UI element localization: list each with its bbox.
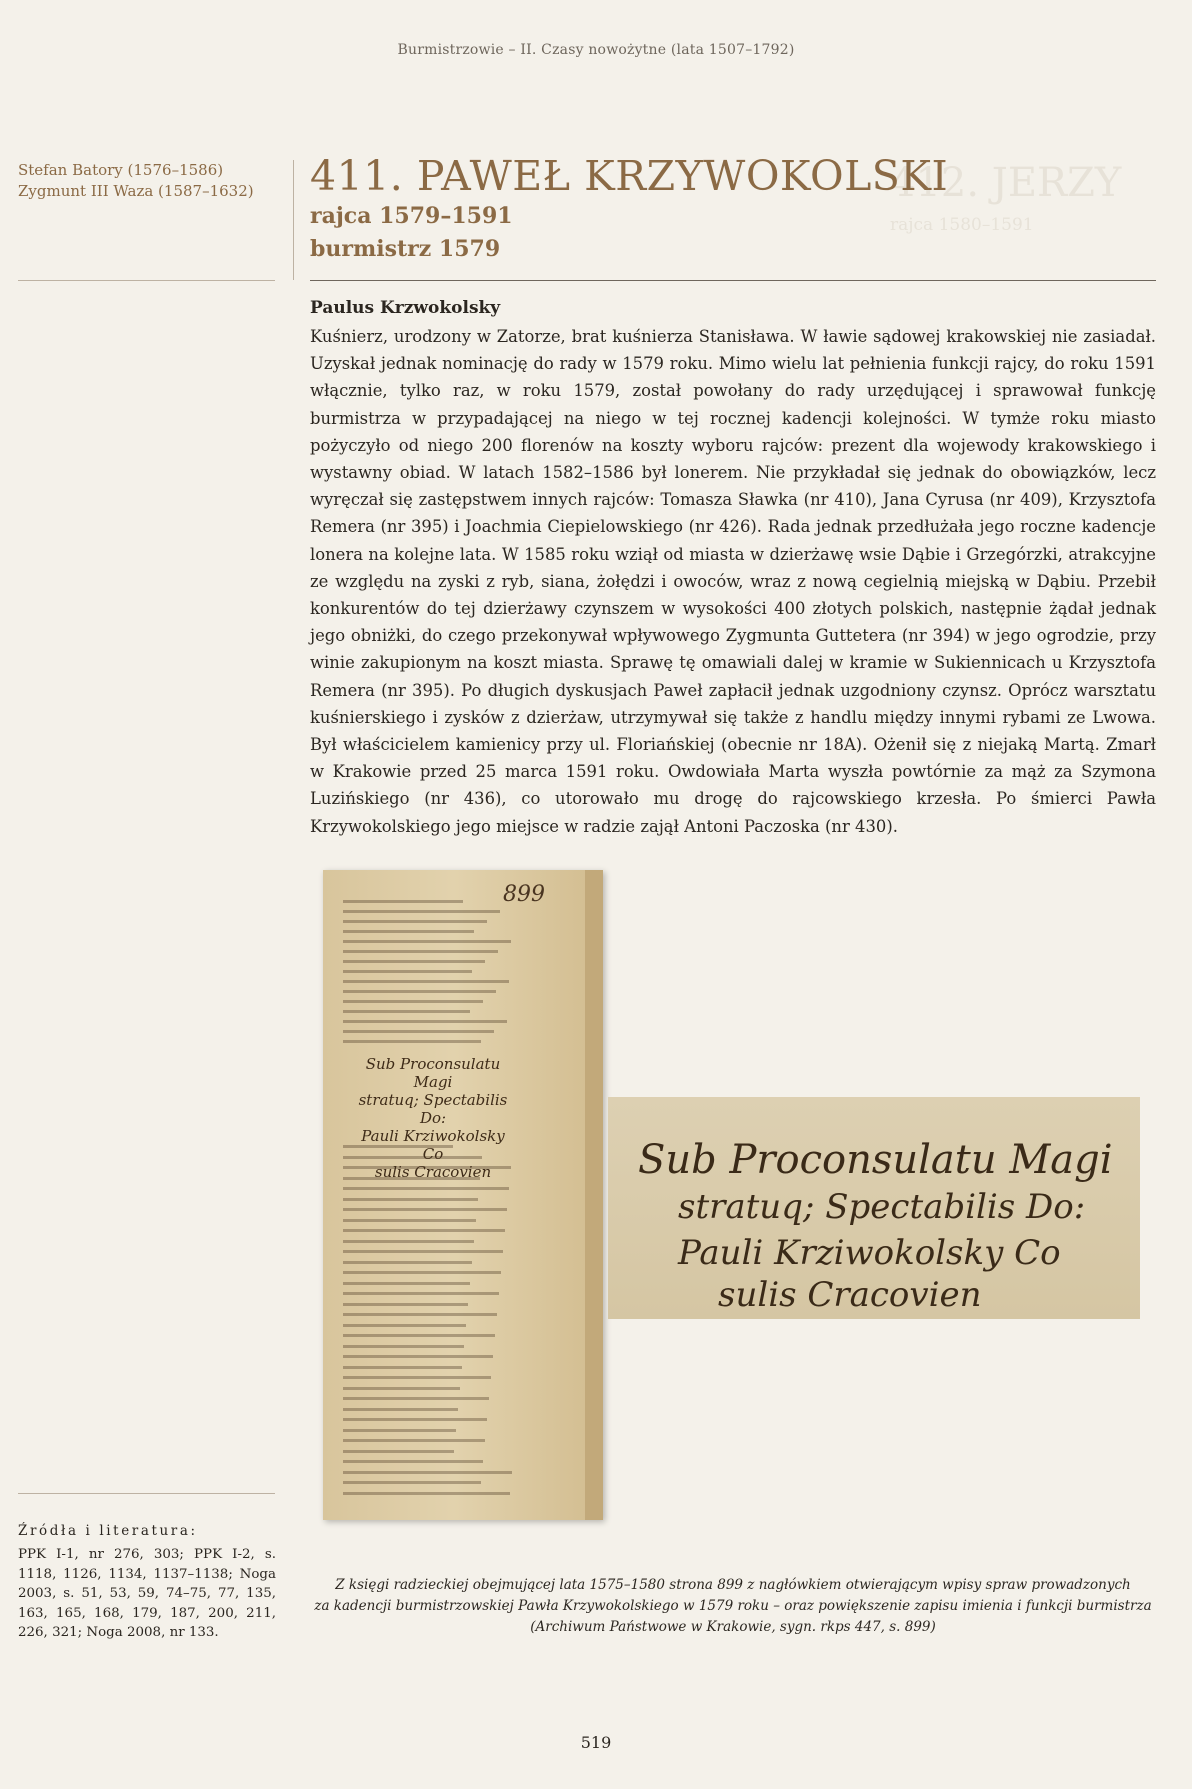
folio-number: 899 [503, 882, 545, 907]
handwriting-line [343, 1439, 485, 1442]
latin-name: Paulus Krzwokolsky [310, 298, 501, 318]
handwriting-line [343, 900, 463, 903]
handwriting-line [343, 920, 487, 923]
handwriting-line [343, 1324, 466, 1327]
handwriting-line [343, 1187, 509, 1190]
handwriting-line [343, 1261, 472, 1264]
bleed-through-title: 412. JERZY [890, 160, 1122, 206]
entry-subtitle-rajca: rajca 1579–1591 [310, 203, 513, 229]
handwriting-line [343, 1156, 482, 1159]
manuscript-heading-line: stratuq; Spectabilis Do: [358, 1091, 508, 1127]
entry-subtitle-burmistrz: burmistrz 1579 [310, 236, 501, 262]
handwriting-line [343, 1355, 493, 1358]
reign-item: Zygmunt III Waza (1587–1632) [18, 182, 254, 200]
margin-reigns [18, 160, 268, 202]
sources-heading: Źródła i literatura: [18, 1523, 198, 1539]
handwriting-line [343, 910, 500, 913]
handwriting-line [343, 1292, 499, 1295]
header-divider [310, 280, 1156, 281]
handwriting-line [343, 1303, 468, 1306]
handwriting-line [343, 1240, 474, 1243]
handwriting-line [343, 1219, 476, 1222]
manuscript-heading-line: Pauli Krziwokolsky Co [361, 1127, 505, 1163]
handwriting-line [343, 990, 496, 993]
handwriting-line [343, 1345, 464, 1348]
handwriting-line [343, 1282, 470, 1285]
running-head: Burmistrzowie – II. Czasy nowożytne (lata 1507–1792) [397, 42, 795, 58]
handwriting-line [343, 1450, 454, 1453]
handwriting-line [343, 930, 474, 933]
manuscript-heading [353, 1055, 513, 1181]
handwriting-line [343, 1166, 511, 1169]
enlarged-heading-line: Pauli Krziwokolsky Co [678, 1233, 1061, 1273]
handwriting-line [343, 1408, 458, 1411]
handwriting-line [343, 1229, 505, 1232]
handwriting-line [343, 1198, 478, 1201]
handwriting-line [343, 1040, 481, 1043]
enlarged-heading-line: stratuq; Spectabilis Do: [678, 1187, 1086, 1227]
enlarged-heading-line: Sub Proconsulatu Magi [638, 1137, 1113, 1183]
page-number: 519 [580, 1733, 612, 1752]
handwriting-line [343, 1177, 480, 1180]
enlarged-heading-line: sulis Cracovien [718, 1275, 982, 1315]
handwriting-line [343, 960, 485, 963]
handwriting-line [343, 1429, 456, 1432]
handwriting-line [343, 1492, 510, 1495]
caption-line: za kadencji burmistrzowskiej Pawła Krzywokolskiego w 1579 roku – oraz powiększenie zapisu imienia i funkcji burmistrza [314, 1598, 1152, 1614]
handwriting-line [343, 1145, 453, 1148]
handwriting-line [343, 950, 498, 953]
handwriting-line [343, 940, 511, 943]
reign-item: Stefan Batory (1576–1586) [18, 161, 224, 179]
handwriting-line [343, 1366, 462, 1369]
caption-line: (Archiwum Państwowe w Krakowie, sygn. rkps 447, s. 899) [530, 1619, 936, 1635]
handwriting-line [343, 1460, 483, 1463]
manuscript-page-image [323, 870, 603, 1520]
vertical-divider [293, 160, 294, 280]
handwriting-line [343, 1030, 494, 1033]
handwriting-line [343, 1418, 487, 1421]
handwriting-line [343, 1376, 491, 1379]
handwriting-line [343, 1387, 460, 1390]
handwriting-line [343, 1000, 483, 1003]
handwriting-line [343, 1397, 489, 1400]
handwriting-line [343, 1208, 507, 1211]
handwriting-line [343, 970, 472, 973]
sources-divider [18, 1493, 275, 1494]
sources-text: PPK I-1, nr 276, 303; PPK I-2, s. 1118, 1126, 1134, 1137–1138; Noga 2003, s. 51, 53, 59, 74–75, 77, 135, 163, 165, 168, 179, 187, 200, 211, 226, 321; Noga 2008, nr 133. [18, 1547, 276, 1640]
handwriting-line [343, 1334, 495, 1337]
handwriting-line [343, 1010, 470, 1013]
entry-title: 411. PAWEŁ KRZYWOKOLSKI [310, 152, 949, 200]
manuscript-heading-line: sulis Cracovien [374, 1163, 492, 1181]
manuscript-heading-line: Sub Proconsulatu Magi [365, 1055, 501, 1091]
enlarged-heading-image [608, 1097, 1140, 1319]
margin-divider [18, 280, 275, 281]
handwriting-line [343, 1481, 481, 1484]
handwriting-line [343, 980, 509, 983]
biography-text: Kuśnierz, urodzony w Zatorze, brat kuśnierza Stanisława. W ławie sądowej krakowskiej nie zasiadał. Uzyskał jednak nominację do rady w 1579 roku. Mimo wielu lat pełnienia funkcji rajcy, do roku 1591 włącznie, tylko raz, w roku 1579, został powołany do rady urzędującej i sprawował funkcję burmistrza w przypadającej na niego w tej rocznej kadencji kolejności. W tymże roku miasto pożyczyło od niego 200 florenów na koszty wyboru rajców: prezent dla wojewody krakowskiego i wystawny obiad. W latach 1582–1586 był lonerem. Nie przykładał się jednak do obowiązków, lecz wyręczał się zastępstwem innych rajców: Tomasza Sławka (nr 410), Jana Cyrusa (nr 409), Krzysztofa Remera (nr 395) i Joachmia Ciepielowskiego (nr 426). Rada jednak przedłużała jego roczne kadencje lonera na kolejne lata. W 1585 roku wziął od miasta w dzierżawę wsie Dąbie i Grzegórzki, atrakcyjne ze względu na zyski z ryb, siana, żołędzi i owoców, wraz z nową cegielnią miejską w Dąbiu. Przebił konkurentów do tej dzierżawy czynszem w wysokości 400 złotych polskich, następnie żądał jednak jego obniżki, do czego przekonywał wpływowego Zygmunta Guttetera (nr 394) w jego ogrodzie, przy winie zakupionym na koszt miasta. Sprawę tę omawiali dalej w kramie w Sukiennicach u Krzysztofa Remera (nr 395). Po długich dyskusjach Paweł zapłacił jednak uzgodniony czynsz. Oprócz warsztatu kuśnierskiego i zysków z dzierżaw, utrzymywał się także z handlu między innymi rybami ze Lwowa. Był właścicielem kamienicy przy ul. Floriańskiej (obecnie nr 18A). Ożenił się z niejaką Martą. Zmarł w Krakowie przed 25 marca 1591 roku. Owdowiała Marta wyszła powtórnie za mąż za Szymona Luzińskiego (nr 436), co utorowało mu drogę do rajcowskiego krzesła. Po śmierci Pawła Krzywokolskiego jego miejsce w radzie zajął Antoni Paczoska (nr 430). [310, 327, 1156, 836]
handwriting-line [343, 1250, 503, 1253]
bleed-through-subtitle: rajca 1580–1591 [890, 215, 1034, 235]
figure-caption [310, 1575, 1156, 1638]
caption-line: Z księgi radzieckiej obejmującej lata 1575–1580 strona 899 z nagłówkiem otwierającym wpisy spraw prowadzonych [335, 1577, 1131, 1593]
handwriting-line [343, 1313, 497, 1316]
handwriting-line [343, 1271, 501, 1274]
handwriting-line [343, 1471, 512, 1474]
handwriting-line [343, 1020, 507, 1023]
